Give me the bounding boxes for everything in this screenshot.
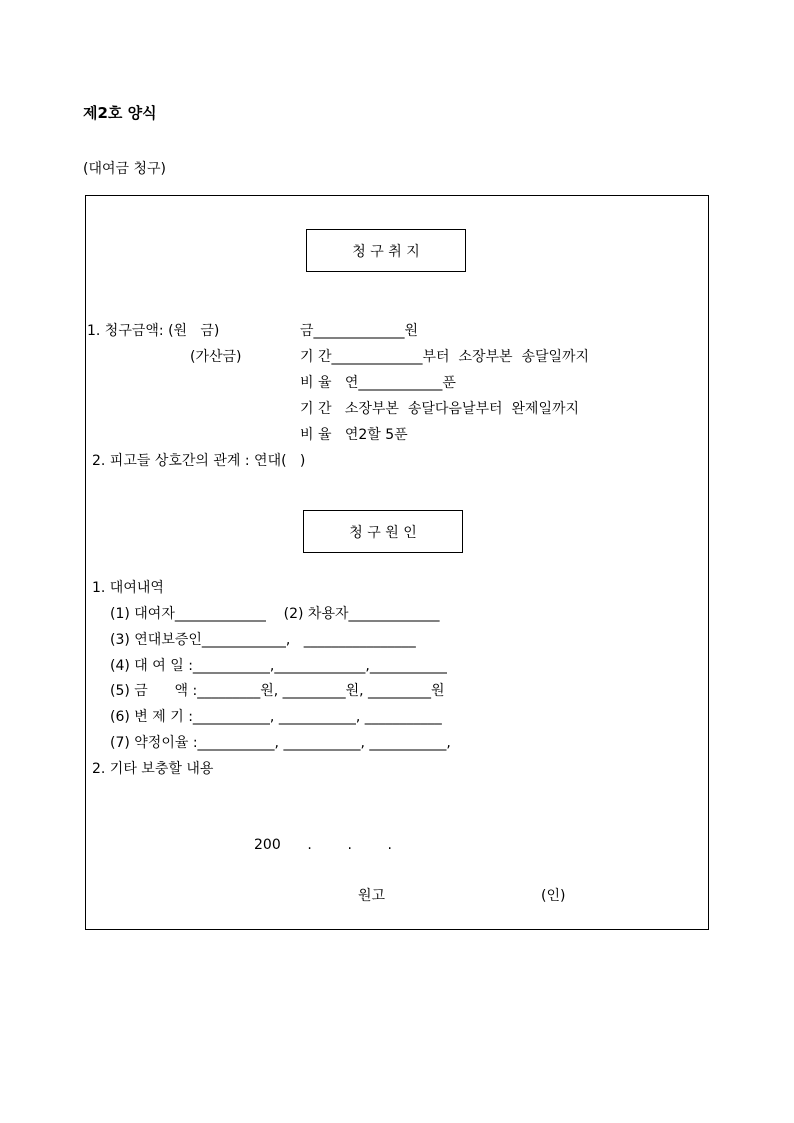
interest-period-2: 기 간 소장부본 송달다음날부터 완제일까지 [300, 401, 580, 417]
claim-cause-heading: 청 구 원 인 [303, 510, 463, 553]
agreed-interest: (7) 약정이율 :___________, ___________, ___________, [110, 735, 451, 751]
filing-date: 200 . . . [254, 837, 392, 853]
form-frame [85, 195, 709, 930]
interest-rate-1: 비 율 연____________푼 [300, 375, 456, 391]
loan-amount: (5) 금 액 :_________원, _________원, _________원 [110, 683, 445, 699]
loan-date: (4) 대 여 일 :___________,_____________,___________ [110, 658, 447, 674]
principal-amount: 금_____________원 [300, 323, 419, 339]
claim-purpose-heading: 청 구 취 지 [306, 229, 466, 272]
form-title: 제2호 양식 [83, 104, 157, 122]
repayment-date: (6) 변 제 기 :___________, ___________, ___________ [110, 709, 442, 725]
interest-rate-2: 비 율 연2할 5푼 [300, 427, 408, 443]
interest-period-1: 기 간_____________부터 소장부본 송달일까지 [300, 349, 590, 365]
other-details-label: 2. 기타 보충할 내용 [92, 761, 214, 777]
added-amount-label: (가산금) [190, 349, 242, 365]
seal-mark: (인) [541, 888, 566, 904]
claim-amount-label: 1. 청구금액: (원 금) [87, 323, 220, 339]
lender-borrower: (1) 대여자_____________ (2) 차용자_____________ [110, 606, 440, 622]
loan-details-label: 1. 대여내역 [92, 580, 164, 596]
form-subtitle: (대여금 청구) [83, 161, 166, 177]
plaintiff-label: 원고 [358, 888, 386, 904]
defendant-relation: 2. 피고들 상호간의 관계 : 연대( ) [92, 453, 306, 469]
joint-guarantor: (3) 연대보증인____________, ________________ [110, 632, 416, 648]
